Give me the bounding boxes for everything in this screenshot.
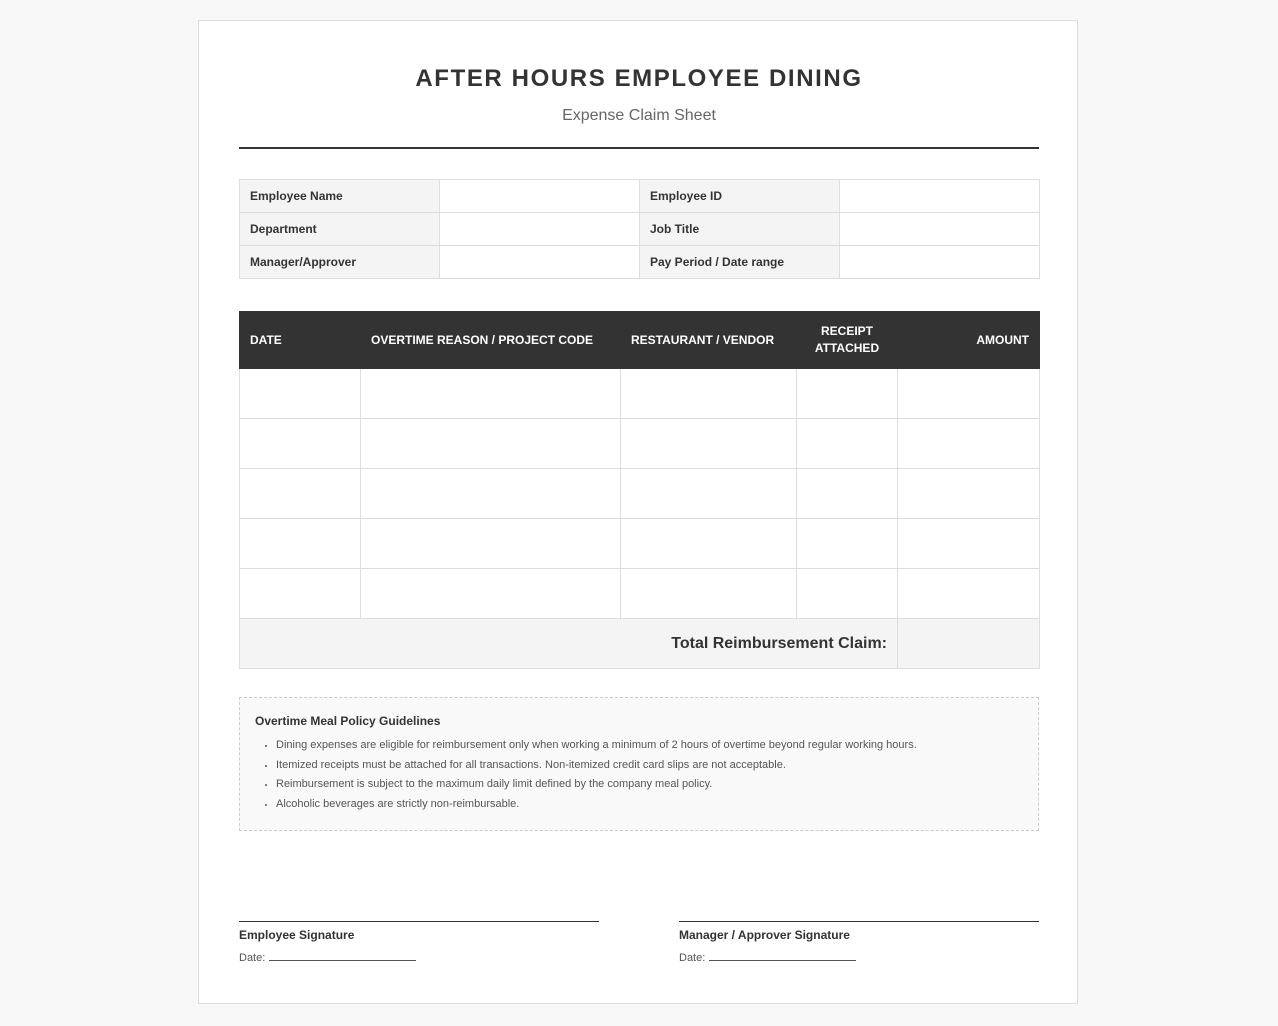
employee-signature-date: [239, 950, 599, 964]
list-item: • Alcoholic beverages are strictly non-reimbursable.: [276, 795, 917, 815]
manager-signature-line[interactable]: [679, 921, 1039, 922]
amount-cell[interactable]: [898, 569, 1040, 619]
reason-cell[interactable]: [361, 519, 621, 569]
vendor-cell[interactable]: [621, 569, 797, 619]
policy-list: [255, 736, 917, 814]
manager-signature-label: Manager / Approver Signature: [679, 928, 850, 942]
list-item: • Reimbursement is subject to the maximum daily limit defined by the company meal policy.: [276, 775, 917, 795]
table-row: [240, 469, 1040, 519]
amount-cell[interactable]: [898, 369, 1040, 419]
receipt-cell[interactable]: [797, 369, 898, 419]
column-header-vendor: RESTAURANT / VENDOR: [621, 312, 797, 369]
pay-period-field[interactable]: [840, 246, 1040, 279]
manager-signature-block: [679, 921, 1039, 964]
column-header-date: DATE: [240, 312, 361, 369]
expense-claim-sheet: [198, 20, 1078, 1004]
table-row: [240, 369, 1040, 419]
expense-header-row: [240, 312, 1040, 369]
info-row: [240, 213, 1040, 246]
employee-name-label: Employee Name: [240, 180, 440, 213]
table-row: [240, 519, 1040, 569]
table-row: [240, 569, 1040, 619]
amount-cell[interactable]: [898, 469, 1040, 519]
policy-title: Overtime Meal Policy Guidelines: [255, 714, 441, 728]
info-row: [240, 246, 1040, 279]
department-field[interactable]: [440, 213, 640, 246]
table-row: [240, 419, 1040, 469]
vendor-cell[interactable]: [621, 469, 797, 519]
employee-id-label: Employee ID: [640, 180, 840, 213]
vendor-cell[interactable]: [621, 369, 797, 419]
date-cell[interactable]: [240, 469, 361, 519]
employee-name-field[interactable]: [440, 180, 640, 213]
date-blank[interactable]: [269, 950, 416, 961]
list-item: • Itemized receipts must be attached for all transactions. Non-itemized credit card slips are not acceptable.: [276, 756, 917, 776]
employee-signature-label: Employee Signature: [239, 928, 355, 942]
page-title: AFTER HOURS EMPLOYEE DINING: [415, 65, 863, 92]
expense-table: [239, 311, 1040, 669]
date-cell[interactable]: [240, 569, 361, 619]
page-subtitle: Expense Claim Sheet: [562, 107, 716, 124]
reason-cell[interactable]: [361, 569, 621, 619]
date-label: Date:: [239, 952, 266, 964]
employee-id-field[interactable]: [840, 180, 1040, 213]
total-amount-cell[interactable]: [898, 619, 1040, 669]
manager-signature-date: [679, 950, 1039, 964]
employee-signature-block: [239, 921, 599, 964]
receipt-cell[interactable]: [797, 519, 898, 569]
date-label: Date:: [679, 952, 706, 964]
header-divider: [239, 147, 1039, 149]
info-row: [240, 180, 1040, 213]
date-cell[interactable]: [240, 369, 361, 419]
amount-cell[interactable]: [898, 419, 1040, 469]
date-blank[interactable]: [709, 950, 856, 961]
reason-cell[interactable]: [361, 469, 621, 519]
employee-signature-line[interactable]: [239, 921, 599, 922]
manager-label: Manager/Approver: [240, 246, 440, 279]
column-header-receipt: [797, 312, 898, 369]
pay-period-label: Pay Period / Date range: [640, 246, 840, 279]
receipt-cell[interactable]: [797, 569, 898, 619]
policy-guidelines-box: [239, 697, 1039, 831]
receipt-header-line2: ATTACHED: [814, 341, 880, 355]
list-item: • Dining expenses are eligible for reimbursement only when working a minimum of 2 hours of overtime beyond regular working hours.: [276, 736, 917, 756]
total-label: Total Reimbursement Claim:: [240, 619, 898, 669]
receipt-cell[interactable]: [797, 419, 898, 469]
vendor-cell[interactable]: [621, 419, 797, 469]
date-cell[interactable]: [240, 419, 361, 469]
job-title-field[interactable]: [840, 213, 1040, 246]
department-label: Department: [240, 213, 440, 246]
total-row: [240, 619, 1040, 669]
receipt-cell[interactable]: [797, 469, 898, 519]
date-cell[interactable]: [240, 519, 361, 569]
job-title-label: Job Title: [640, 213, 840, 246]
column-header-amount: AMOUNT: [898, 312, 1040, 369]
employee-info-table: [239, 179, 1040, 279]
manager-field[interactable]: [440, 246, 640, 279]
column-header-reason: OVERTIME REASON / PROJECT CODE: [361, 312, 621, 369]
reason-cell[interactable]: [361, 419, 621, 469]
receipt-header-line1: RECEIPT: [820, 324, 873, 338]
amount-cell[interactable]: [898, 519, 1040, 569]
vendor-cell[interactable]: [621, 519, 797, 569]
reason-cell[interactable]: [361, 369, 621, 419]
